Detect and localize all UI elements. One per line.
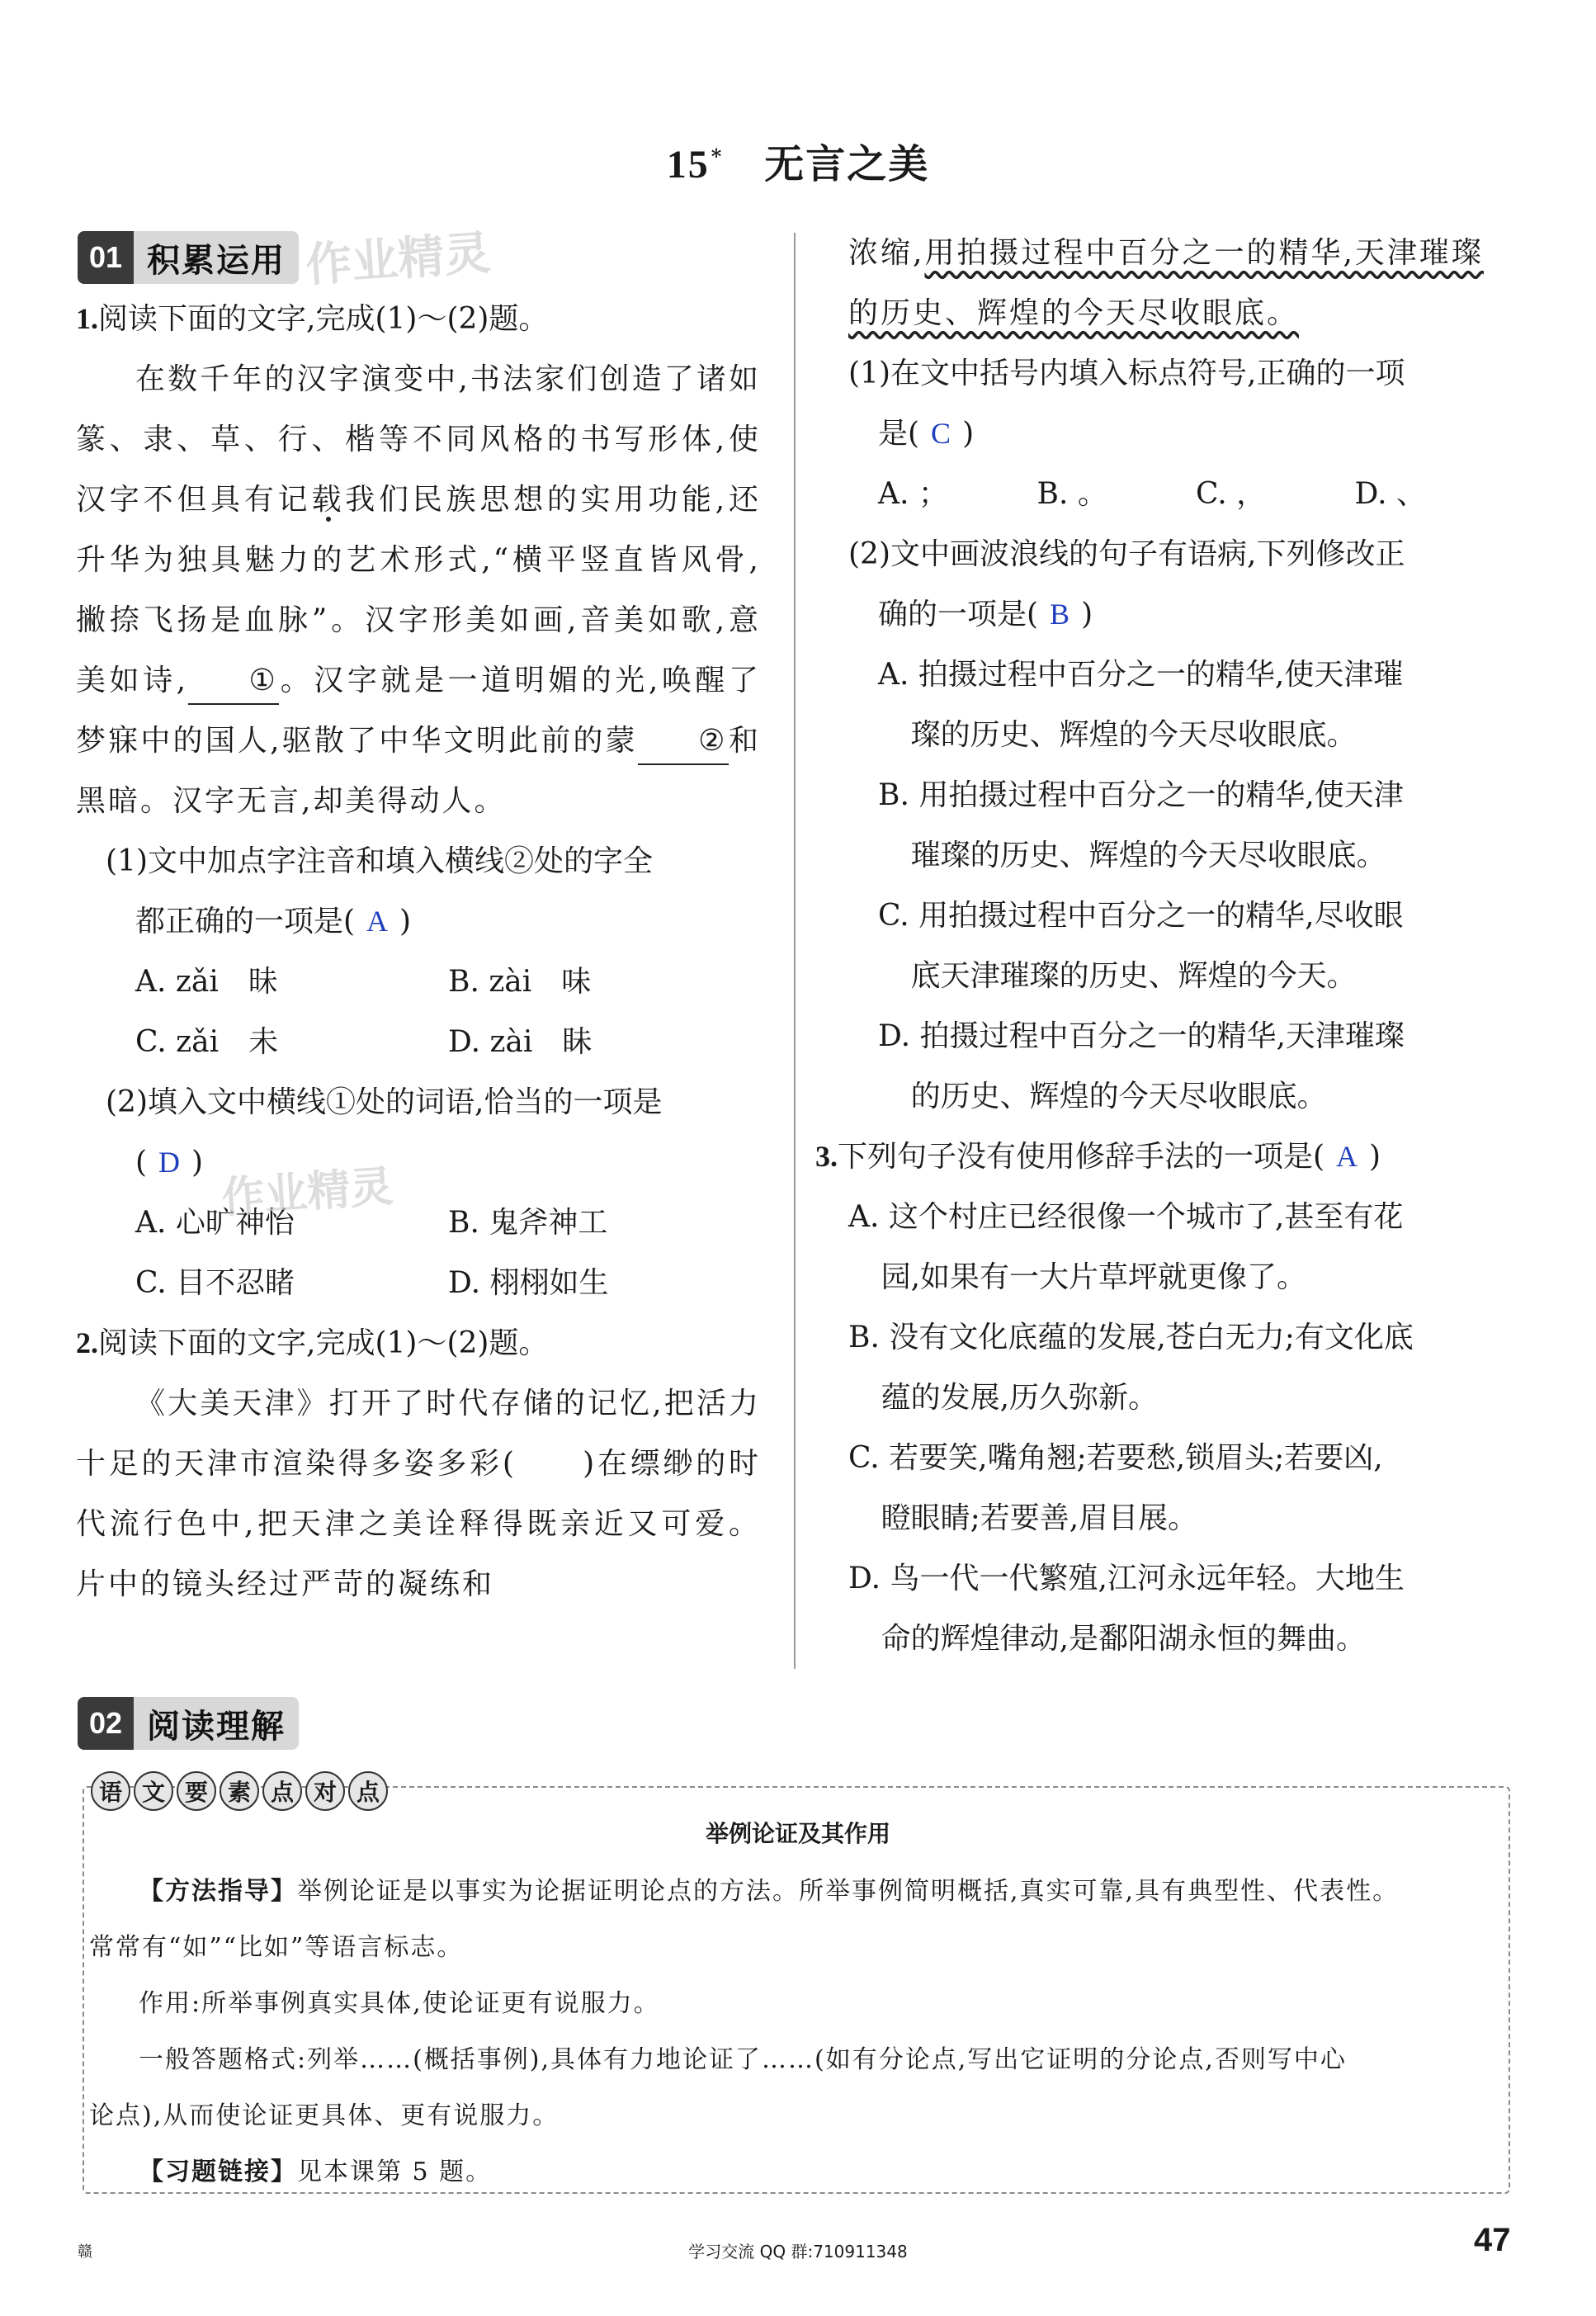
blank-2: ② xyxy=(638,719,729,765)
option: C. zǎi 未 xyxy=(135,1025,279,1059)
option: B. 。 xyxy=(1036,477,1107,511)
box-title: 举例论证及其作用 xyxy=(705,1820,890,1847)
column-divider xyxy=(794,233,796,1669)
question-1-sub-1: (1)文中加点字注音和填入横线②处的字全 xyxy=(106,844,653,878)
wavy-underlined-sentence: 用拍摄过程中百分之一的精华,天津璀璨的历史、辉煌的今天尽收眼底。 xyxy=(848,236,1484,330)
option: A. 这个村庄已经很像一个城市了,甚至有花 xyxy=(848,1200,1404,1234)
question-2-passage: 《大美天津》打开了时代存储的记忆,把活力十足的天津市渲染得多姿多彩( )在缥缈的时代流行色中,把天津之美诠释得既亲近又可爱。片中的镜头经过严苛的凝练和 xyxy=(76,1387,761,1601)
section-number: 02 xyxy=(78,1697,134,1750)
lesson-name: 无言之美 xyxy=(764,141,930,187)
question-3-stem: 3.下列句子没有使用修辞手法的一项是( A ) xyxy=(815,1140,1381,1174)
option: C. 目不忍睹 xyxy=(135,1266,295,1300)
watermark: 作业精灵 xyxy=(220,1161,395,1224)
question-1-stem: 1.阅读下面的文字,完成(1)～(2)题。 xyxy=(76,302,549,336)
options-q2-1 xyxy=(848,464,1513,524)
option: D. zài 眛 xyxy=(448,1025,593,1059)
box-tag: 语 文 要 素 点 对 点 xyxy=(91,1771,388,1811)
option: B. 没有文化底蕴的发展,苍白无力;有文化底 xyxy=(848,1321,1414,1354)
section-label: 积累运用 xyxy=(134,231,299,284)
lesson-title xyxy=(0,132,1596,189)
footer-contact: 学习交流 QQ 群:710911348 xyxy=(688,2242,908,2262)
option: D. 、 xyxy=(1354,477,1426,511)
option: B. 用拍摄过程中百分之一的精华,使天津 xyxy=(878,778,1404,812)
watermark: 作业精灵 xyxy=(304,226,493,293)
option: D. 拍摄过程中百分之一的精华,天津璀璨 xyxy=(878,1019,1405,1053)
answer-q2-2: B xyxy=(1050,598,1070,631)
section-header-accumulation xyxy=(78,231,299,284)
options-q1-1 xyxy=(76,952,761,1072)
options-q1-2 xyxy=(76,1193,761,1313)
right-column: 浓缩,用拍摄过程中百分之一的精华,天津璀璨的历史、辉煌的今天尽收眼底。 (1)在文中括号内填入标点符号,正确的一项 是( C ) A. ； B. 。 C. ， D. 、 (2)文中画波浪线的句子有语病,下列修改正 确的一项是( B ) A. 拍摄过程中百分之一的精华,使天津璀 璨的历史、辉煌的今天尽收眼底。 B. 用拍摄过程中百分之一的精华,使天津 璀璨的历史、辉煌的今天尽收眼底。 C. 用拍摄过程中百分之一的精华,尽收眼 底天津璀璨的历史、辉煌的今天。 D. 拍摄过程中百分之一的精华,天津璀璨 的历史、辉煌的今天尽收眼底。 3.下列句子没有使用修辞手法的一项是( A ) A. 这个村庄已经很像一个城市了,甚至有花 园,如果有一大片草坪就更像了。 B. 没有文化底蕴的发展,苍白无力;有文化底 蕴的发展,历久弥新。 C. 若要笑,嘴角翘;若要愁,锁眉头;若要凶, 瞪眼睛;若要善,眉目展。 D. 鸟一代一代繁殖,江河永远年轻。大地生 命的辉煌律动,是鄱阳湖永恒的舞曲。 xyxy=(848,223,1513,1669)
question-2-sub-1: (1)在文中括号内填入标点符号,正确的一项 xyxy=(848,357,1405,390)
section-label: 阅读理解 xyxy=(134,1697,299,1750)
answer-q1-1: A xyxy=(366,905,389,938)
option: A. 拍摄过程中百分之一的精华,使天津璀 xyxy=(878,658,1404,692)
lesson-mark: * xyxy=(711,144,724,168)
blank-1: ① xyxy=(188,659,279,705)
answer-q2-1: C xyxy=(931,417,951,450)
answer-q3: A xyxy=(1336,1140,1358,1173)
option: D. 栩栩如生 xyxy=(448,1266,609,1300)
dotted-character: 载 xyxy=(311,483,346,517)
option: B. 鬼斧神工 xyxy=(448,1206,608,1240)
box-body: 【方法指导】举例论证是以事实为论据证明论点的方法。所举事例简明概括,真实可靠,具有典型性、代表性。 常常有“如”“比如”等语言标志。 作用:所举事例真实具体,使论证更有说服力。 一般答题格式:列举……(概括事例),具体有力地论证了……(如有分论点,写出它证明的分论点,否则写中心 论点),从而使论证更具体、更有说服力。 【习题链接】见本课第 5 题。 xyxy=(89,1877,1400,2186)
lesson-number: 15 xyxy=(666,143,710,187)
option: C. ， xyxy=(1196,477,1267,511)
question-2-passage-cont: 浓缩,用拍摄过程中百分之一的精华,天津璀璨的历史、辉煌的今天尽收眼底。 xyxy=(848,236,1484,330)
question-1-passage: 在数千年的汉字演变中,书法家们创造了诸如篆、隶、草、行、楷等不同风格的书写形体,使汉字不但具有记载我们民族思想的实用功能,还升华为独具魅力的艺术形式,“横平竖直皆风骨,撇捺飞扬是血脉”。汉字形美如画,音美如歌,意美如诗, ①。汉字就是一道明媚的光,唤醒了梦寐中的国人,驱散了中华文明此前的蒙 ②和黑暗。汉字无言,却美得动人。 xyxy=(76,362,761,818)
question-2-stem: 2.阅读下面的文字,完成(1)～(2)题。 xyxy=(76,1326,549,1360)
footer-region: 赣 xyxy=(78,2243,92,2261)
option: A. ； xyxy=(878,477,948,511)
option: D. 鸟一代一代繁殖,江河永远年轻。大地生 xyxy=(848,1562,1405,1595)
option: A. zǎi 昧 xyxy=(135,965,278,999)
option: C. 若要笑,嘴角翘;若要愁,锁眉头;若要凶, xyxy=(848,1441,1383,1475)
option: C. 用拍摄过程中百分之一的精华,尽收眼 xyxy=(878,899,1404,933)
question-1-sub-2: (2)填入文中横线①处的词语,恰当的一项是 xyxy=(106,1085,663,1119)
question-2-sub-2: (2)文中画波浪线的句子有语病,下列修改正 xyxy=(848,537,1405,571)
option: B. zài 味 xyxy=(448,965,592,999)
option: A. 心旷神怡 xyxy=(135,1206,295,1240)
answer-q1-2: D xyxy=(158,1146,181,1179)
section-header-reading xyxy=(78,1697,299,1750)
page-number: 47 xyxy=(1474,2222,1511,2258)
left-column: 1.阅读下面的文字,完成(1)～(2)题。 在数千年的汉字演变中,书法家们创造了诸如篆、隶、草、行、楷等不同风格的书写形体,使汉字不但具有记载我们民族思想的实用功能,还升华为独具魅力的艺术形式,“横平竖直皆风骨,撇捺飞扬是血脉”。汉字形美如画,音美如歌,意美如诗, ①。汉字就是一道明媚的光,唤醒了梦寐中的国人,驱散了中华文明此前的蒙 ②和黑暗。汉字无言,却美得动人。 (1)文中加点字注音和填入横线②处的字全 都正确的一项是( A ) A. zǎi 昧 B. zài 味 C. zǎi 未 D. zài 眛 (2)填入文中横线①处的词语,恰当的一项是 ( D ) A. 心旷神怡 B. 鬼斧神工 C. 目不忍睹 D. 栩栩如生 2.阅读下面的文字,完成(1)～(2)题。 《大美天津》打开了时代存储的记忆,把活力十足的天津市渲染得多姿多彩( )在缥缈的时代流行色中,把天津之美诠释得既亲近又可爱。片中的镜头经过严苛的凝练和 xyxy=(76,289,761,1614)
section-number: 01 xyxy=(78,231,134,284)
